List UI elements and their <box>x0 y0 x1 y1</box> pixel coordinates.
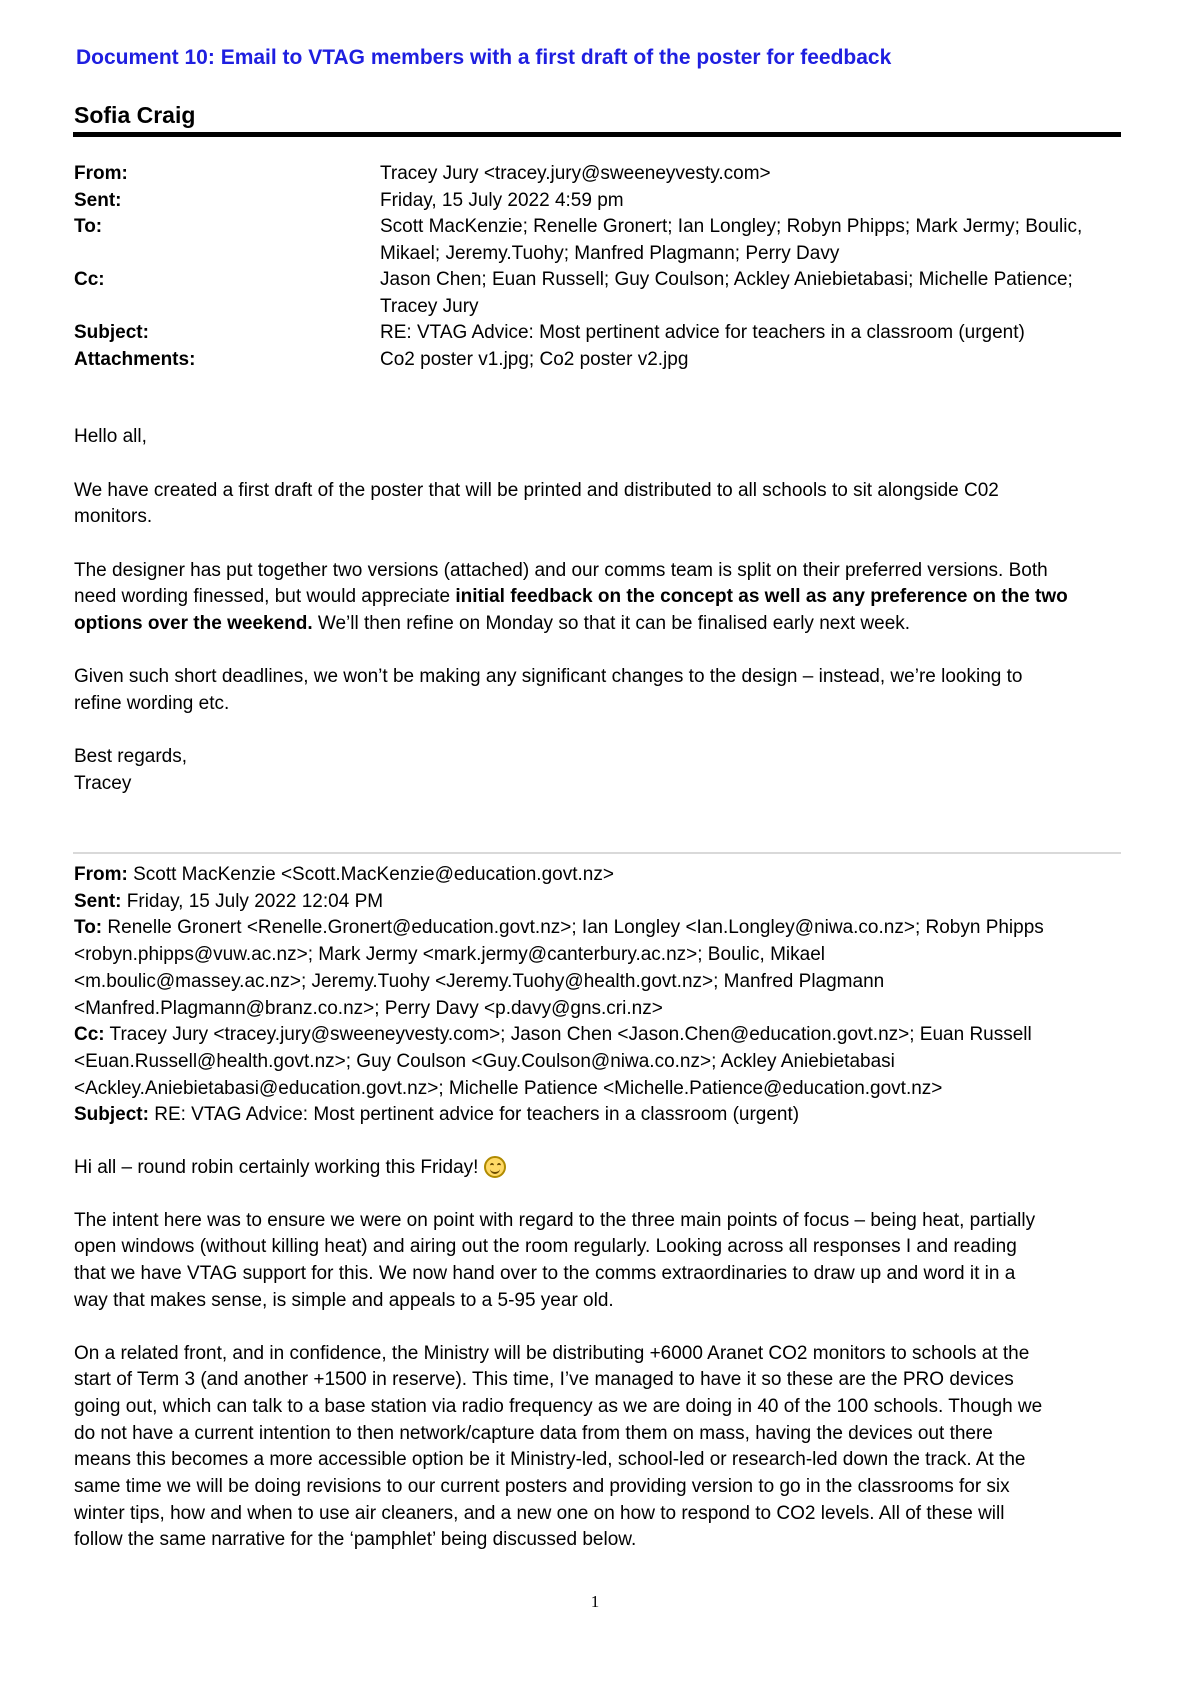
body-paragraph-2: The designer has put together two versions (attached) and our comms team is split on their preferred versions. Both need wording finessed, but would appreciate initial feedback on the concept as well as any preference on the two options over the weekend. We’ll then refine on Monday so that it can be finalised early next week. <box>74 559 1068 634</box>
header-sent-row <box>74 188 1124 215</box>
quoted-subject: Subject: RE: VTAG Advice: Most pertinent advice for teachers in a classroom (urgent) <box>74 1104 800 1126</box>
attachments-label: Attachments: <box>74 348 196 370</box>
quoted-to: To: Renelle Gronert <Renelle.Gronert@education.govt.nz>; Ian Longley <Ian.Longley@niwa.co.nz>; Robyn Phipps <robyn.phipps@vuw.ac.nz>; Mark Jermy <mark.jermy@canterbury.ac.nz>; Boulic, Mikael <m.boulic@massey.ac.nz>; Jeremy.Tuohy <Jeremy.Tuohy@health.govt.nz>; Manfred Plagmann <Manfred.Plagmann@branz.co.nz>; Perry Davy <p.davy@gns.cri.nz> <box>74 917 1044 1019</box>
quoted-from: From: Scott MacKenzie <Scott.MacKenzie@education.govt.nz> <box>74 864 614 885</box>
subject-label: Subject: <box>74 322 149 343</box>
header-to-row <box>74 214 1124 267</box>
header-attachments-row <box>74 347 1124 374</box>
signature: Tracey <box>74 772 132 794</box>
cc-line-2: Tracey Jury <box>380 295 479 317</box>
signoff: Best regards, Tracey <box>74 746 187 794</box>
quoted-cc: Cc: Tracey Jury <tracey.jury@sweeneyvesty.com>; Jason Chen <Jason.Chen@education.govt.nz>; Euan Russell <Euan.Russell@health.govt.nz>; Guy Coulson <Guy.Coulson@niwa.co.nz>; Ackley Aniebietabasi <Ackley.Aniebietabasi@education.govt.nz>; Michelle Patience <Michelle.Patience@education.govt.nz> <box>74 1024 1032 1099</box>
mailbox-owner: Sofia Craig <box>74 102 196 128</box>
to-label: To: <box>74 216 103 237</box>
smiley-face-icon <box>484 1156 506 1178</box>
to-line-1: Scott MacKenzie; Renelle Gronert; Ian Longley; Robyn Phipps; Mark Jermy; Boulic, <box>380 216 1083 237</box>
email-body <box>74 424 1124 824</box>
from-value: Tracey Jury <tracey.jury@sweeneyvesty.com> <box>380 163 771 184</box>
cc-value <box>380 267 1124 320</box>
quoted-greeting: Hi all – round robin certainly working this Friday! <box>74 1155 1124 1182</box>
quoted-paragraph-2: On a related front, and in confidence, the Ministry will be distributing +6000 Aranet CO2 monitors to schools at the start of Term 3 (and another +1500 in reserve). This time, I’ve managed to have it so these are the PRO devices going out, which can talk to a base station via radio frequency as we are doing in 40 of the 100 schools. Though we do not have a current intention to then network/capture data from them on mass, having the devices out there means this becomes a more accessible option be it Ministry-led, school-led or research-led down the track. At the same time we will be doing revisions to our current posters and providing version to go in the classrooms for six winter tips, how and when to use air cleaners, and a new one on how to respond to CO2 levels. All of these will follow the same narrative for the ‘pamphlet’ being discussed below. <box>74 1342 1043 1551</box>
attachments-value[interactable]: Co2 poster v1.jpg; Co2 poster v2.jpg <box>380 348 689 370</box>
sent-value: Friday, 15 July 2022 4:59 pm <box>380 189 624 211</box>
cc-label: Cc: <box>74 269 105 290</box>
quoted-separator <box>73 852 1121 854</box>
from-label: From: <box>74 163 128 184</box>
page-number: 1 <box>590 1592 600 1611</box>
owner-divider <box>73 132 1121 137</box>
to-value <box>380 214 1124 267</box>
quoted-paragraph-1: The intent here was to ensure we were on point with regard to the three main points of focus – being heat, partially open windows (without killing heat) and airing out the room regularly. Looking across all responses I and reading that we have VTAG support for this. We now hand over to the comms extraordinaries to draw up and word it in a way that makes sense, is simple and appeals to a 5-95 year old. <box>74 1209 1036 1311</box>
quoted-sent: Sent: Friday, 15 July 2022 12:04 PM <box>74 890 384 912</box>
document-title: Document 10: Email to VTAG members with a first draft of the poster for feedback <box>76 46 892 69</box>
to-line-2: Mikael; Jeremy.Tuohy; Manfred Plagmann; Perry Davy <box>380 242 840 264</box>
body-paragraph-3: Given such short deadlines, we won’t be making any significant changes to the design – instead, we’re looking to refine wording etc. <box>74 666 1023 714</box>
sent-label: Sent: <box>74 189 122 211</box>
header-subject-row <box>74 320 1124 347</box>
greeting: Hello all, <box>74 426 147 447</box>
body-paragraph-1: We have created a first draft of the poster that will be printed and distributed to all schools to sit alongside C02 monitors. <box>74 479 999 527</box>
subject-value: RE: VTAG Advice: Most pertinent advice for teachers in a classroom (urgent) <box>380 322 1025 343</box>
email-header <box>74 161 1124 373</box>
cc-line-1: Jason Chen; Euan Russell; Guy Coulson; Ackley Aniebietabasi; Michelle Patience; <box>380 269 1073 290</box>
quoted-email <box>74 862 1124 1554</box>
header-cc-row <box>74 267 1124 320</box>
header-from-row <box>74 161 1124 188</box>
